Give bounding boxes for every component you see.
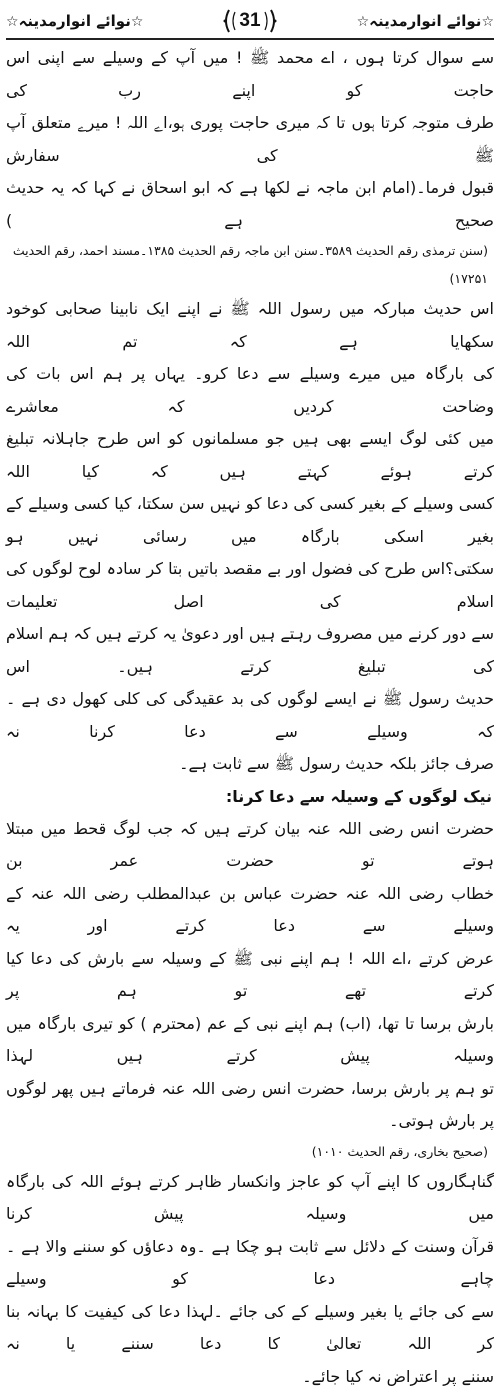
section-heading: نیک لوگوں کے وسیلہ سے دعا کرنا: xyxy=(6,781,494,813)
text-line: سے دور کرنے میں مصروف رہتے ہیں اور دعویٰ یہ کرتے ہیں کہ ہم اسلام کی تبلیغ کرتے ہیں۔ اس xyxy=(6,618,494,683)
paragraph-hadith-continuation xyxy=(6,42,494,237)
star-icon: ☆ xyxy=(481,14,494,30)
paragraph-conclusion xyxy=(6,1166,494,1393)
text-line: سے سوال کرتا ہوں ، اے محمد ﷺ ! میں آپ کے وسیلے سے اپنی اس حاجت کو اپنے رب کی xyxy=(6,42,494,107)
text-line: کی بارگاہ میں میرے وسیلے سے دعا کرو۔ یہاں پر ہم اس بات کی وضاحت کردیں کہ معاشرے xyxy=(6,358,494,423)
page-number: 31 xyxy=(239,10,260,32)
text-line: حضرت انس رضی اللہ عنہ بیان کرتے ہیں کہ جب لوگ قحط میں مبتلا ہوتے تو حضرت عمر بن xyxy=(6,813,494,878)
header-right-title-group xyxy=(357,12,494,30)
text-line: گناہگاروں کا اپنے آپ کو عاجز وانکسار ظاہر کرتے ہوئے اللہ کی بارگاہ میں وسیلہ پیش کرنا xyxy=(6,1166,494,1231)
star-icon: ☆ xyxy=(6,14,19,30)
text-line: حدیث رسول ﷺ نے ایسے لوگوں کی بد عقیدگی کی کلی کھول دی ہے ۔کہ وسیلے سے دعا کرنا نہ xyxy=(6,683,494,748)
text-line: کسی وسیلے کے بغیر کسی کی دعا کو نہیں سن سکتا، کیا کسی وسیلے کے بغیر اسکی بارگاہ میں رسائی نہیں ہو xyxy=(6,488,494,553)
text-line: سکتی؟اس طرح کی فضول اور بے مقصد باتیں بتا کر سادہ لوح لوگوں کی اسلام کی اصل تعلیمات xyxy=(6,553,494,618)
header-divider xyxy=(6,38,494,40)
header-left-title-group xyxy=(6,12,143,30)
hadith-reference: (سنن ترمذی رقم الحدیث ۳۵۸۹۔سنن ابن ماجہ رقم الحدیث ۱۳۸۵۔مسند احمد، رقم الحدیث ۱۷۲۵۱) xyxy=(6,237,494,293)
text-line: عرض کرتے ،اے اللہ ! ہم اپنے نبی ﷺ کے وسیلہ سے بارش کی دعا کیا کرتے تھے تو ہم پر xyxy=(6,943,494,1008)
star-icon: ☆ xyxy=(357,14,370,30)
star-icon: ☆ xyxy=(131,14,144,30)
text-line: خطاب رضی اللہ عنہ حضرت عباس بن عبدالمطلب رضی اللہ عنہ کے وسیلے سے دعا کرتے اور یہ xyxy=(6,878,494,943)
header-left-title: نوائے انوارمدینہ xyxy=(19,12,131,30)
page-header xyxy=(6,4,494,38)
paragraph-explanation xyxy=(6,293,494,781)
text-line: اس حدیث مبارکہ میں رسول اللہ ﷺ نے اپنے ایک نابینا صحابی کوخود سکھایا ہے کہ تم اللہ xyxy=(6,293,494,358)
text-line: صرف جائز بلکہ حدیث رسول ﷺ سے ثابت ہے۔ xyxy=(6,748,494,781)
header-right-title: نوائے انوارمدینہ xyxy=(369,12,481,30)
text-line: سے کی جائے یا بغیر وسیلے کے کی جائے ۔لہذا دعا کی کیفیت کا بہانہ بنا کر اللہ تعالیٰ کا دعا سننے یا نہ xyxy=(6,1296,494,1361)
text-line: قرآن وسنت کے دلائل سے ثابت ہو چکا ہے ۔وہ دعاؤں کو سننے والا ہے ۔ چاہے دعا کو وسیلے xyxy=(6,1231,494,1296)
text-line: تو ہم پر بارش برسا، حضرت انس رضی اللہ عنہ فرماتے ہیں پھر لوگوں پر بارش ہوتی۔ xyxy=(6,1073,494,1138)
text-line: میں کئی لوگ ایسے بھی ہیں جو مسلمانوں کو اس طرح جاہلانہ تبلیغ کرتے ہوئے کہتے ہیں کہ کیا اللہ xyxy=(6,423,494,488)
page-body xyxy=(6,42,494,1393)
page-number-badge xyxy=(221,6,279,36)
text-line: بارش برسا تا تھا، (اب) ہم اپنے نبی کے عم (محترم ) کو تیری بارگاہ میں وسیلہ پیش کرتے ہیں لہذا xyxy=(6,1008,494,1073)
hadith-reference: (صحیح بخاری، رقم الحدیث ۱۰۱۰) xyxy=(6,1138,494,1166)
text-line: سننے پر اعتراض نہ کیا جائے۔ xyxy=(6,1361,494,1393)
paragraph-narration xyxy=(6,813,494,1138)
text-line: قبول فرما۔(امام ابن ماجہ نے لکھا ہے کہ ابو اسحاق نے کہا کہ یہ حدیث صحیح ہے ) xyxy=(6,172,494,237)
text-line: طرف متوجہ کرتا ہوں تا کہ میری حاجت پوری ہو،اے اللہ ! میرے متعلق آپ ﷺ کی سفارش xyxy=(6,107,494,172)
